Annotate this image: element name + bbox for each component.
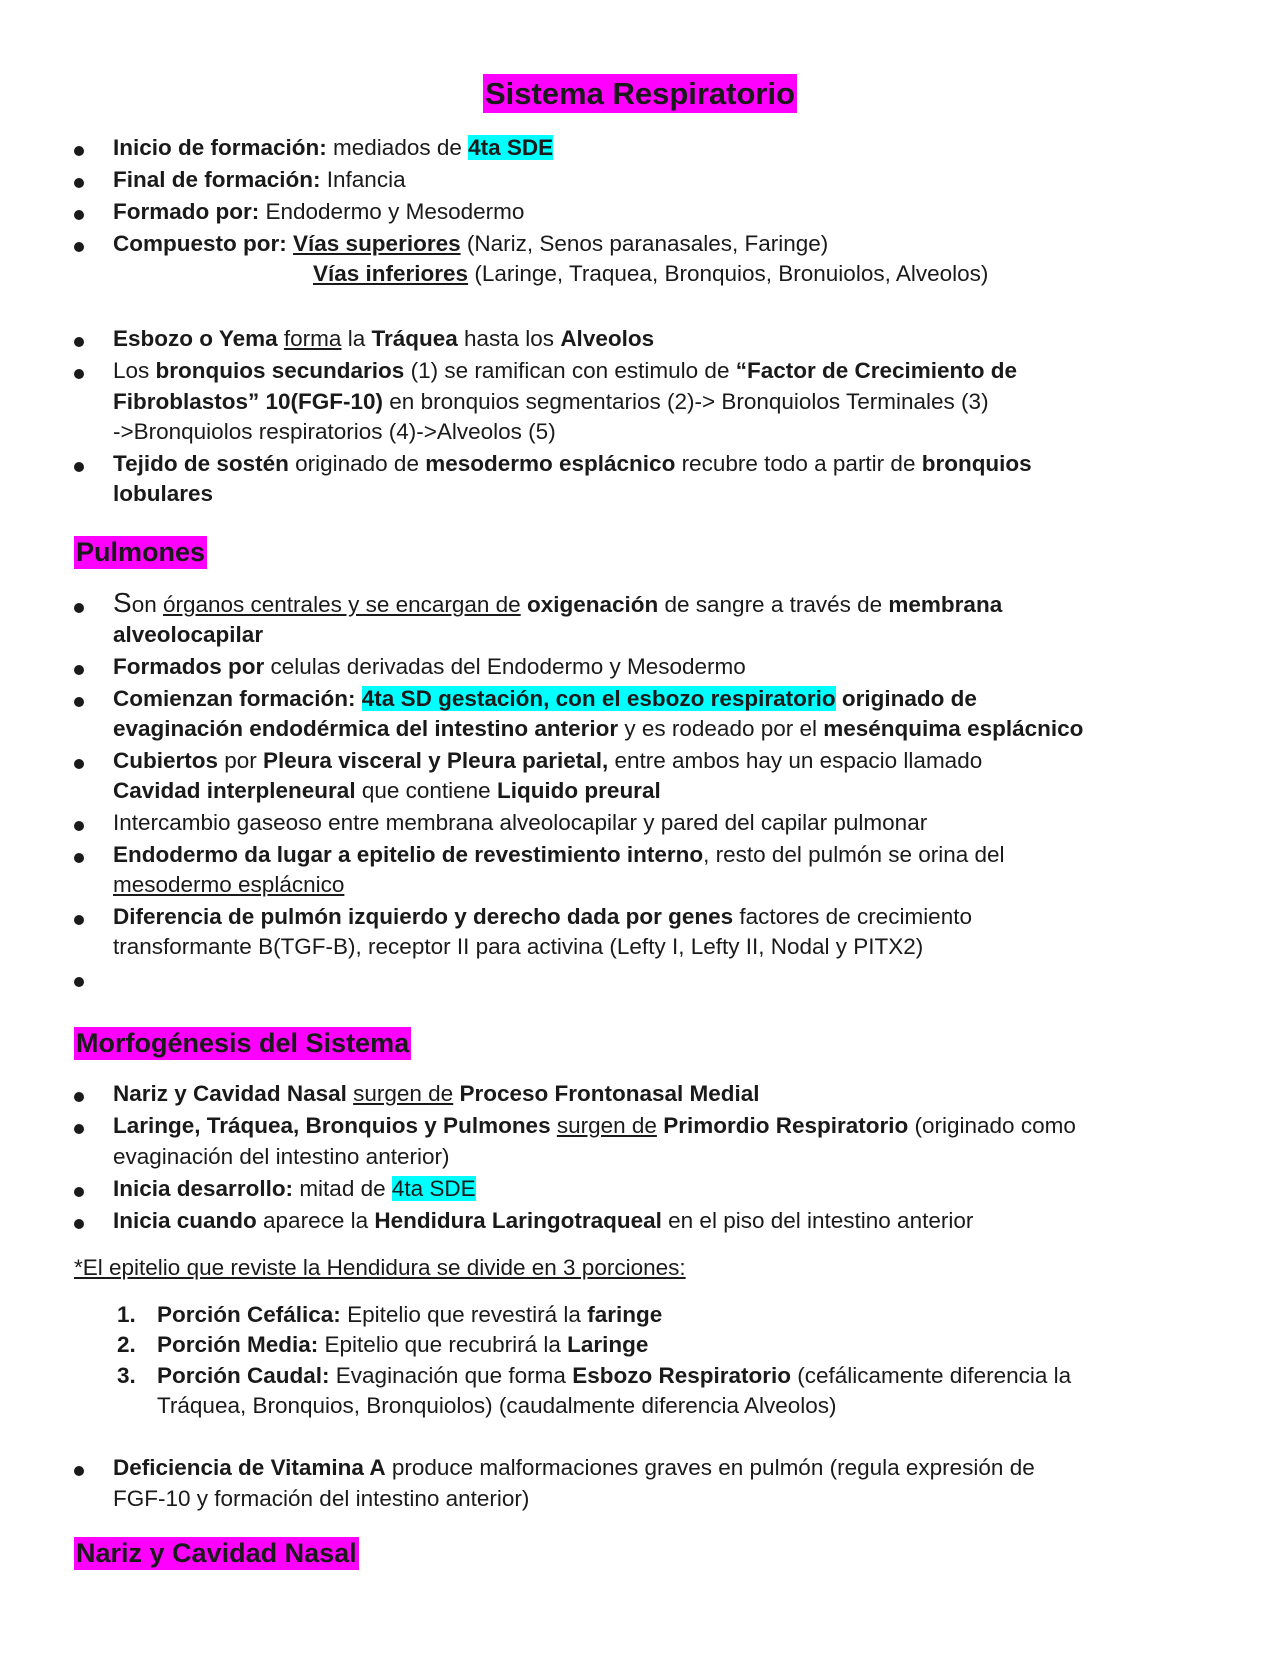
item-text: factores de crecimiento (733, 904, 972, 929)
bold-text: evaginación endodérmica del intestino anterior (113, 716, 619, 741)
underlined-text: mesodermo esplácnico (113, 872, 345, 897)
item-text: Epitelio que revestirá la (340, 1302, 588, 1327)
bold-text: Hendidura Laringotraqueal (374, 1208, 662, 1233)
item-text: produce malformaciones graves en pulmón (regula expresión de (385, 1455, 1035, 1480)
bold-text: Diferencia de pulmón izquierdo y derecho dada por genes (113, 904, 734, 929)
list-item (113, 747, 982, 775)
item-text: FGF-10 y formación del intestino anterior) (113, 1486, 530, 1511)
item-text: on (131, 592, 163, 617)
bold-text: Porción Media: (157, 1332, 319, 1357)
list-number: 1. (117, 1302, 136, 1327)
bold-text: “Factor de Crecimiento de (735, 358, 1018, 383)
item-label: Compuesto por: (113, 231, 287, 256)
list-item-continuation (113, 418, 556, 446)
bold-text: membrana (888, 592, 1003, 617)
item-text: en bronquios segmentarios (2)-> Bronquiolos Terminales (3) (383, 389, 989, 414)
item-text: Intercambio gaseoso entre membrana alveolocapilar y pared del capilar pulmonar (113, 810, 928, 835)
item-text: S (113, 587, 132, 618)
list-item (113, 841, 1005, 869)
item-text: Endodermo y Mesodermo (259, 199, 525, 224)
bold-text: Nariz y Cavidad Nasal (113, 1081, 347, 1106)
item-label: Inicio de formación: (113, 135, 327, 160)
item-text: recubre todo a partir de (675, 451, 922, 476)
bullet-icon (74, 337, 84, 347)
item-text: celulas derivadas del Endodermo y Mesodermo (264, 654, 746, 679)
bullet-icon (74, 178, 84, 188)
bold-text: mesodermo esplácnico (425, 451, 676, 476)
bullet-icon (74, 915, 84, 925)
bold-text: Inicia desarrollo: (113, 1176, 294, 1201)
list-item (113, 198, 524, 226)
bold-text: Proceso Frontonasal Medial (459, 1081, 760, 1106)
list-item (113, 450, 1032, 478)
bold-text: Inicia cuando (113, 1208, 257, 1233)
bold-text: lobulares (113, 481, 214, 506)
item-text: y es rodeado por el (618, 716, 824, 741)
list-item (113, 1080, 760, 1108)
list-item (113, 685, 977, 713)
page-title: Sistema Respiratorio (484, 76, 796, 111)
item-text: mitad de (293, 1176, 392, 1201)
highlight-text: 4ta SD gestación, con el esbozo respiratorio (361, 686, 836, 711)
bullet-icon (74, 1466, 84, 1476)
item-text: , resto del pulmón se orina del (703, 842, 1005, 867)
item-text: hasta los (457, 326, 561, 351)
item-text: ->Bronquiolos respiratorios (4)->Alveolos (5) (113, 419, 556, 444)
item-text: entre ambos hay un espacio llamado (608, 748, 983, 773)
list-number: 3. (117, 1363, 136, 1388)
numbered-item (157, 1362, 1071, 1390)
item-label: Formado por: (113, 199, 260, 224)
bullet-icon (74, 462, 84, 472)
bullet-icon (74, 977, 84, 987)
bullet-icon (74, 665, 84, 675)
list-item (113, 589, 1002, 619)
highlight-text: 4ta SDE (391, 1176, 476, 1201)
list-item (113, 1112, 1076, 1140)
bold-text: Endodermo da lugar a epitelio de revestimiento interno (113, 842, 704, 867)
bullet-icon (74, 603, 84, 613)
bold-text: originado de (835, 686, 977, 711)
bold-text: faringe (587, 1302, 663, 1327)
underlined-text: Vías inferiores (313, 261, 469, 286)
item-text: Epitelio que recubrirá la (318, 1332, 568, 1357)
underlined-text: forma (283, 326, 342, 351)
list-item (113, 653, 746, 681)
bold-text: mesénquima esplácnico (823, 716, 1084, 741)
item-label: Final de formación: (113, 167, 321, 192)
bullet-icon (74, 210, 84, 220)
item-text: originado de (288, 451, 426, 476)
item-text: Evaginación que forma (329, 1363, 573, 1388)
list-item (113, 134, 553, 162)
bold-text: Alveolos (560, 326, 655, 351)
list-number: 2. (117, 1332, 136, 1357)
bullet-icon (74, 1092, 84, 1102)
bullet-icon (74, 1124, 84, 1134)
bold-text: Liquido preural (496, 778, 661, 803)
item-text (356, 686, 362, 711)
underlined-text: órganos centrales y se encargan de (162, 592, 521, 617)
bold-text: Esbozo Respiratorio (572, 1363, 791, 1388)
item-text: en el piso del intestino anterior (661, 1208, 974, 1233)
item-text: Infancia (320, 167, 406, 192)
section-heading-pulmones: Pulmones (76, 537, 206, 567)
list-item (113, 903, 972, 931)
item-text: transformante B(TGF-B), receptor II para activina (Lefty I, Lefty II, Nodal y PITX2) (113, 934, 924, 959)
item-text: de sangre a través de (658, 592, 889, 617)
note-text: *El epitelio que reviste la Hendidura se divide en 3 porciones: (74, 1255, 686, 1280)
list-item (113, 325, 654, 353)
list-item-continuation (113, 871, 344, 899)
underlined-text: Vías superiores (293, 231, 461, 256)
numbered-item-continuation (157, 1392, 837, 1420)
bold-text: Laringe (567, 1332, 649, 1357)
numbered-item (157, 1331, 648, 1359)
item-text: que contiene (355, 778, 497, 803)
bold-text: Deficiencia de Vitamina A (113, 1455, 386, 1480)
bullet-icon (74, 759, 84, 769)
bullet-icon (74, 1219, 84, 1229)
bold-text: oxigenación (526, 592, 659, 617)
bullet-icon (74, 697, 84, 707)
item-text: (Nariz, Senos paranasales, Faringe) (460, 231, 829, 256)
bold-text: Fibroblastos” 10(FGF-10) (113, 389, 384, 414)
bold-text: Laringe, Tráquea, Bronquios y Pulmones (113, 1113, 551, 1138)
bullet-icon (74, 853, 84, 863)
list-item-continuation (313, 260, 988, 288)
list-item-continuation (113, 715, 1083, 743)
list-item-continuation (113, 621, 263, 649)
bold-text: Esbozo o Yema (113, 326, 278, 351)
item-text: mediados de (326, 135, 469, 160)
bold-text: Porción Caudal: (157, 1363, 330, 1388)
list-item (113, 1175, 476, 1203)
list-item (113, 809, 927, 837)
item-text: Los (113, 358, 156, 383)
numbered-item (157, 1301, 662, 1329)
bold-text: Tejido de sostén (113, 451, 289, 476)
bold-text: Formados por (113, 654, 265, 679)
list-item-continuation (113, 933, 923, 961)
list-item (113, 1207, 973, 1235)
title-container (0, 74, 1280, 113)
bold-text: alveolocapilar (113, 622, 264, 647)
item-text: (originado como (908, 1113, 1076, 1138)
list-item-continuation (113, 1485, 529, 1513)
bullet-icon (74, 146, 84, 156)
section-heading-morfogenesis: Morfogénesis del Sistema (76, 1028, 410, 1058)
list-item-continuation (113, 777, 661, 805)
list-item (113, 357, 1017, 385)
bullet-icon (74, 369, 84, 379)
item-text: la (341, 326, 372, 351)
bullet-icon (74, 242, 84, 252)
list-item (113, 1454, 1035, 1482)
highlight-text: 4ta SDE (468, 135, 554, 160)
bold-text: bronquios secundarios (155, 358, 405, 383)
list-item (113, 230, 828, 258)
underlined-text: surgen de (353, 1081, 454, 1106)
item-text: (1) se ramifican con estimulo de (404, 358, 736, 383)
bold-text: Cubiertos (113, 748, 219, 773)
bold-text: bronquios (921, 451, 1032, 476)
item-text: aparece la (256, 1208, 375, 1233)
item-text: (Laringe, Traquea, Bronquios, Bronuiolos, Alveolos) (468, 261, 989, 286)
bold-text: Porción Cefálica: (157, 1302, 341, 1327)
section-heading-nariz: Nariz y Cavidad Nasal (76, 1538, 357, 1568)
bold-text: Primordio Respiratorio (663, 1113, 909, 1138)
list-item-continuation (113, 388, 989, 416)
item-text: evaginación del intestino anterior) (113, 1144, 450, 1169)
item-text: (cefálicamente diferencia la (790, 1363, 1072, 1388)
bold-text: Tráquea (371, 326, 458, 351)
underlined-text: surgen de (556, 1113, 657, 1138)
bullet-icon (74, 1187, 84, 1197)
bold-text: Cavidad interpleneural (113, 778, 356, 803)
list-item-continuation (113, 480, 213, 508)
list-item (113, 166, 406, 194)
item-text: Tráquea, Bronquios, Bronquiolos) (caudalmente diferencia Alveolos) (157, 1393, 837, 1418)
item-text: por (218, 748, 264, 773)
list-item-continuation (113, 1143, 449, 1171)
bullet-icon (74, 821, 84, 831)
bold-text: Pleura visceral y Pleura parietal, (263, 748, 609, 773)
bold-text: Comienzan formación: (113, 686, 356, 711)
